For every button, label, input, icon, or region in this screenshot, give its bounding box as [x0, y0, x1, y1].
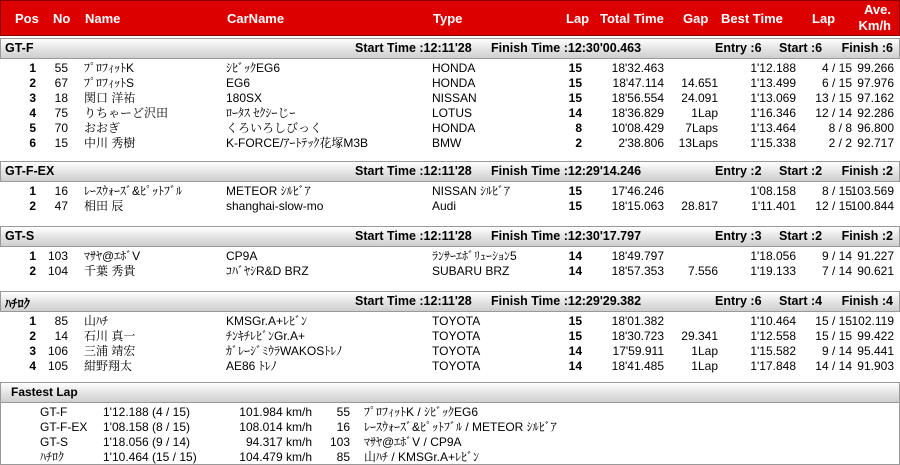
cell-pos: 6 — [29, 136, 36, 150]
cell-ave: 103.569 — [850, 184, 894, 198]
cell-gap: 1Lap — [691, 106, 718, 120]
class-name: GT-F — [5, 41, 34, 55]
fastest-cls: GT-F — [40, 405, 68, 419]
class-start-count: Start :2 — [779, 229, 823, 243]
fastest-speed: 108.014 km/h — [239, 420, 312, 434]
cell-no: 67 — [54, 76, 68, 90]
fastest-who: ﾚｰｽｳｫｰｽﾞ&ﾋﾟｯﾄﾌﾞﾙ / METEOR ｼﾙﾋﾞｱ — [364, 420, 557, 434]
cell-name: 三浦 靖宏 — [84, 344, 136, 358]
col-ave-top: Ave. — [864, 2, 891, 17]
cell-total: 18'49.797 — [611, 249, 664, 263]
fastest-cls: GT-F-EX — [40, 420, 88, 434]
cell-gap: 1Lap — [691, 359, 718, 373]
cell-lap: 14 — [568, 106, 582, 120]
cell-bestlap: 15 / 15 — [815, 314, 852, 328]
fastest-time: 1'10.464 (15 / 15) — [103, 450, 197, 464]
table-row — [0, 329, 900, 344]
cell-name: ﾌﾟﾛﾌｨｯﾄK — [84, 61, 135, 75]
cell-no: 85 — [54, 314, 68, 328]
cell-type: Audi — [432, 199, 457, 213]
fastest-who: ﾌﾟﾛﾌｨｯﾄK / ｼﾋﾞｯｸEG6 — [364, 405, 479, 419]
class-name: GT-F-EX — [5, 164, 55, 178]
class-finish-count: Finish :4 — [841, 294, 893, 308]
cell-gap: 13Laps — [678, 136, 718, 150]
cell-gap: 14.651 — [681, 76, 718, 90]
cell-total: 18'56.554 — [611, 91, 664, 105]
fastest-no: 16 — [336, 420, 350, 434]
cell-lap: 15 — [568, 329, 582, 343]
cell-lap: 15 — [568, 314, 582, 328]
cell-lap: 14 — [568, 249, 582, 263]
table-row — [0, 61, 900, 76]
col-total: Total Time — [600, 11, 664, 26]
table-row — [0, 76, 900, 91]
cell-bestlap: 15 / 15 — [815, 329, 852, 343]
fastest-cls: ﾊﾁﾛｸ — [40, 450, 65, 464]
cell-car: METEOR ｼﾙﾋﾞｱ — [226, 184, 311, 198]
col-ave-bottom: Km/h — [858, 18, 891, 33]
fastest-lap-row — [0, 405, 900, 420]
cell-car: ｶﾞﾚｰｼﾞﾐｳﾗWAKOSﾄﾚﾉ — [226, 344, 343, 358]
cell-total: 18'36.829 — [611, 106, 664, 120]
cell-type: BMW — [432, 136, 462, 150]
table-row — [0, 91, 900, 106]
cell-no: 47 — [54, 199, 68, 213]
cell-total: 18'47.114 — [612, 76, 664, 90]
cell-no: 75 — [54, 106, 68, 120]
fastest-cls: GT-S — [40, 435, 69, 449]
cell-pos: 3 — [29, 91, 36, 105]
cell-name: おおぎ — [84, 121, 121, 135]
cell-type: ﾗﾝｻｰｴﾎﾞﾘｭｰｼｮﾝ5 — [432, 249, 517, 263]
cell-name: 石川 真一 — [84, 329, 136, 343]
col-best: Best Time — [721, 11, 783, 26]
col-no: No — [53, 11, 71, 26]
cell-car: CP9A — [226, 249, 258, 263]
cell-bestlap: 9 / 14 — [821, 344, 852, 358]
col-bestlap: Lap — [812, 11, 836, 26]
cell-ave: 92.286 — [857, 106, 894, 120]
cell-lap: 15 — [568, 61, 582, 75]
cell-pos: 1 — [29, 314, 36, 328]
fastest-who: ﾏｻﾔ@ｴﾎﾞV / CP9A — [364, 435, 462, 449]
class-start-time: Start Time :12:11'28 — [355, 164, 472, 178]
cell-name: ﾏｻﾔ@ｴﾎﾞV — [84, 249, 141, 263]
fastest-time: 1'08.158 (8 / 15) — [103, 420, 191, 434]
class-finish-time: Finish Time :12:29'29.382 — [491, 294, 642, 308]
table-row — [0, 264, 900, 279]
class-header — [0, 291, 900, 312]
cell-car: KMSGr.A+ﾚﾋﾞﾝ — [226, 314, 308, 328]
cell-best: 1'16.346 — [750, 106, 796, 120]
cell-total: 18'30.723 — [611, 329, 664, 343]
cell-ave: 95.441 — [857, 344, 894, 358]
class-start-count: Start :4 — [779, 294, 823, 308]
class-entry: Entry :6 — [715, 41, 762, 55]
class-start-count: Start :6 — [779, 41, 823, 55]
table-row — [0, 136, 900, 151]
cell-type: TOYOTA — [432, 359, 481, 373]
cell-gap: 29.341 — [681, 329, 718, 343]
fastest-no: 85 — [336, 450, 350, 464]
col-gap: Gap — [683, 11, 709, 26]
class-name: ﾊﾁﾛｸ — [5, 297, 31, 311]
fastest-speed: 94.317 km/h — [245, 435, 312, 449]
fastest-lap-row — [0, 420, 900, 435]
table-row — [0, 359, 900, 374]
cell-car: ｼﾋﾞｯｸEG6 — [226, 61, 281, 75]
cell-car: 180SX — [226, 91, 263, 105]
fastest-no: 55 — [336, 405, 350, 419]
cell-total: 18'57.353 — [611, 264, 664, 278]
cell-total: 2'38.806 — [618, 136, 664, 150]
cell-total: 18'32.463 — [611, 61, 664, 75]
table-row — [0, 344, 900, 359]
cell-bestlap: 2 / 2 — [828, 136, 852, 150]
cell-best: 1'12.558 — [750, 329, 796, 343]
cell-total: 18'15.063 — [611, 199, 664, 213]
cell-bestlap: 4 / 15 — [821, 61, 852, 75]
cell-total: 17'59.911 — [612, 344, 664, 358]
class-entry: Entry :3 — [715, 229, 762, 243]
cell-car: ﾁﾝｷﾁﾚﾋﾞﾝGr.A+ — [226, 329, 306, 343]
cell-gap: 1Lap — [691, 344, 718, 358]
cell-car: ｺﾊﾞﾔｼR&D BRZ — [226, 264, 309, 278]
cell-name: 中川 秀樹 — [84, 136, 136, 150]
cell-name: 山ﾊﾁ — [84, 314, 109, 328]
cell-lap: 15 — [568, 199, 582, 213]
cell-car: ﾛｰﾀｽ ｾｸｼｰじｰ — [226, 106, 296, 120]
class-name: GT-S — [5, 229, 35, 243]
cell-ave: 92.717 — [857, 136, 894, 150]
cell-total: 18'41.485 — [611, 359, 664, 373]
cell-best: 1'19.133 — [750, 264, 796, 278]
cell-best: 1'18.056 — [750, 249, 796, 263]
cell-pos: 1 — [29, 61, 36, 75]
cell-best: 1'13.069 — [750, 91, 796, 105]
fastest-speed: 101.984 km/h — [239, 405, 312, 419]
col-name: Name — [85, 11, 121, 26]
col-ave — [859, 2, 892, 34]
cell-best: 1'13.464 — [750, 121, 796, 135]
cell-total: 18'01.382 — [611, 314, 664, 328]
cell-pos: 2 — [29, 329, 36, 343]
class-header — [0, 38, 900, 59]
cell-best: 1'11.401 — [751, 199, 796, 213]
cell-gap: 28.817 — [681, 199, 718, 213]
cell-bestlap: 7 / 14 — [821, 264, 852, 278]
cell-name: りちゃーど沢田 — [84, 106, 169, 120]
class-finish-count: Finish :2 — [841, 229, 893, 243]
cell-bestlap: 13 / 15 — [815, 91, 852, 105]
cell-lap: 15 — [568, 184, 582, 198]
cell-type: LOTUS — [432, 106, 473, 120]
cell-ave: 91.903 — [857, 359, 894, 373]
cell-no: 18 — [54, 91, 68, 105]
cell-pos: 2 — [29, 199, 36, 213]
table-row — [0, 314, 900, 329]
class-header — [0, 226, 900, 247]
cell-best: 1'17.848 — [750, 359, 796, 373]
cell-total: 17'46.246 — [611, 184, 664, 198]
cell-best: 1'15.338 — [750, 136, 796, 150]
cell-pos: 4 — [29, 359, 36, 373]
col-pos: Pos — [15, 11, 39, 26]
cell-best: 1'13.499 — [750, 76, 796, 90]
cell-pos: 5 — [29, 121, 36, 135]
cell-ave: 97.162 — [857, 91, 894, 105]
col-lap: Lap — [566, 11, 590, 26]
fastest-lap-row — [0, 450, 900, 465]
cell-pos: 2 — [29, 76, 36, 90]
cell-best: 1'08.158 — [750, 184, 796, 198]
cell-no: 16 — [54, 184, 68, 198]
cell-gap: 7.556 — [687, 264, 718, 278]
results-header — [0, 0, 900, 36]
fastest-speed: 104.479 km/h — [239, 450, 312, 464]
cell-lap: 14 — [568, 359, 582, 373]
cell-bestlap: 14 / 14 — [815, 359, 852, 373]
fastest-lap-header — [0, 382, 900, 403]
cell-type: TOYOTA — [432, 344, 481, 358]
class-finish-time: Finish Time :12:30'17.797 — [491, 229, 642, 243]
cell-no: 104 — [47, 264, 68, 278]
cell-ave: 99.422 — [857, 329, 894, 343]
table-row — [0, 184, 900, 199]
cell-car: EG6 — [226, 76, 251, 90]
fastest-lap-row — [0, 435, 900, 450]
fastest-time: 1'18.056 (9 / 14) — [103, 435, 191, 449]
cell-bestlap: 8 / 8 — [828, 121, 852, 135]
cell-lap: 8 — [575, 121, 582, 135]
cell-bestlap: 8 / 15 — [821, 184, 852, 198]
cell-bestlap: 9 / 14 — [821, 249, 852, 263]
cell-best: 1'10.464 — [750, 314, 796, 328]
cell-type: SUBARU BRZ — [432, 264, 510, 278]
cell-type: HONDA — [432, 76, 476, 90]
cell-name: ﾌﾟﾛﾌｨｯﾄS — [84, 76, 135, 90]
cell-pos: 1 — [29, 249, 36, 263]
cell-no: 14 — [54, 329, 68, 343]
cell-ave: 96.800 — [857, 121, 894, 135]
cell-total: 10'08.429 — [611, 121, 664, 135]
cell-type: TOYOTA — [432, 314, 481, 328]
class-start-count: Start :2 — [779, 164, 823, 178]
cell-type: HONDA — [432, 121, 476, 135]
cell-bestlap: 6 / 15 — [821, 76, 852, 90]
cell-best: 1'15.582 — [750, 344, 796, 358]
fastest-lap-title: Fastest Lap — [11, 385, 78, 399]
col-car: CarName — [227, 11, 285, 26]
class-finish-count: Finish :6 — [841, 41, 893, 55]
class-start-time: Start Time :12:11'28 — [355, 294, 472, 308]
cell-gap: 7Laps — [685, 121, 718, 135]
cell-name: 千葉 秀貴 — [84, 264, 136, 278]
table-row — [0, 249, 900, 264]
cell-pos: 3 — [29, 344, 36, 358]
fastest-time: 1'12.188 (4 / 15) — [103, 405, 191, 419]
cell-pos: 4 — [29, 106, 36, 120]
cell-ave: 100.844 — [850, 199, 894, 213]
cell-lap: 2 — [575, 136, 582, 150]
cell-bestlap: 12 / 15 — [815, 199, 852, 213]
cell-type: NISSAN ｼﾙﾋﾞｱ — [432, 184, 511, 198]
cell-ave: 91.227 — [857, 249, 894, 263]
cell-no: 105 — [47, 359, 68, 373]
fastest-no: 103 — [329, 435, 350, 449]
cell-ave: 97.976 — [857, 76, 894, 90]
cell-no: 106 — [47, 344, 68, 358]
class-start-time: Start Time :12:11'28 — [355, 41, 472, 55]
cell-type: HONDA — [432, 61, 476, 75]
class-start-time: Start Time :12:11'28 — [355, 229, 472, 243]
table-row — [0, 199, 900, 214]
class-finish-time: Finish Time :12:30'00.463 — [491, 41, 642, 55]
cell-type: TOYOTA — [432, 329, 481, 343]
cell-no: 15 — [54, 136, 68, 150]
cell-car: AE86 ﾄﾚﾉ — [226, 359, 277, 373]
class-finish-time: Finish Time :12:29'14.246 — [491, 164, 642, 178]
cell-car: K-FORCE/ｱｰﾄﾃｯｸ花塚M3B — [226, 136, 369, 150]
cell-pos: 2 — [29, 264, 36, 278]
class-entry: Entry :2 — [715, 164, 762, 178]
cell-lap: 15 — [568, 91, 582, 105]
cell-bestlap: 12 / 14 — [815, 106, 852, 120]
cell-type: NISSAN — [432, 91, 477, 105]
cell-name: ﾚｰｽｳｫｰｽﾞ&ﾋﾟｯﾄﾌﾞﾙ — [84, 184, 183, 198]
cell-lap: 14 — [568, 344, 582, 358]
cell-lap: 15 — [568, 76, 582, 90]
cell-ave: 90.621 — [857, 264, 894, 278]
cell-car: くろいろしびっく — [226, 121, 323, 135]
class-finish-count: Finish :2 — [841, 164, 893, 178]
cell-best: 1'12.188 — [750, 61, 796, 75]
cell-lap: 14 — [568, 264, 582, 278]
cell-gap: 24.091 — [681, 91, 718, 105]
cell-ave: 102.119 — [851, 314, 894, 328]
col-type: Type — [433, 11, 463, 26]
cell-name: 紺野翔太 — [84, 359, 133, 373]
class-header — [0, 161, 900, 182]
cell-no: 55 — [54, 61, 68, 75]
cell-name: 相田 辰 — [84, 199, 124, 213]
cell-car: shanghai-slow-mo — [226, 199, 324, 213]
cell-no: 70 — [54, 121, 68, 135]
class-entry: Entry :6 — [715, 294, 762, 308]
cell-pos: 1 — [29, 184, 36, 198]
cell-name: 関口 洋祐 — [84, 91, 136, 105]
cell-ave: 99.266 — [857, 61, 894, 75]
table-row — [0, 121, 900, 136]
fastest-who: 山ﾊﾁ / KMSGr.A+ﾚﾋﾞﾝ — [364, 450, 480, 464]
cell-no: 103 — [47, 249, 68, 263]
table-row — [0, 106, 900, 121]
